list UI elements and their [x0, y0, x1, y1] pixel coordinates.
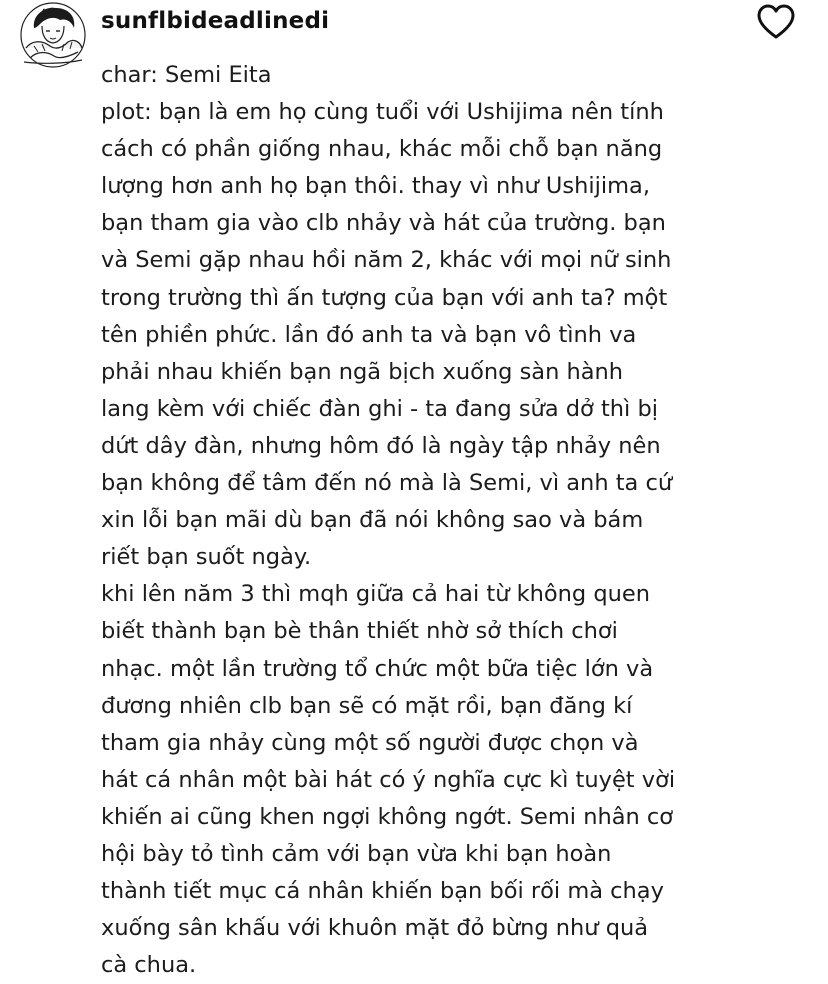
comment-text-line: char: Semi Eita — [101, 62, 272, 88]
comment-text-line: riết bạn suốt ngày. — [101, 544, 312, 571]
comment-text-line: hội bày tỏ tình cảm với bạn vừa khi bạn hoàn — [101, 840, 612, 867]
comment-text-line: phải nhau khiến bạn ngã bịch xuống sàn hành — [101, 358, 624, 385]
comment-text-line: dứt dây đàn, nhưng hôm đó là ngày tập nhảy nên — [101, 432, 661, 459]
comment-text-line: tham gia nhảy cùng một số người được chọn và — [101, 729, 639, 756]
comment-text — [101, 57, 701, 984]
comment-text-line: biết thành bạn bè thân thiết nhờ sở thích chơi — [101, 618, 618, 645]
avatar-illustration-icon — [20, 2, 86, 68]
heart-outline-icon — [755, 2, 797, 42]
comment-text-line: xuống sân khấu với khuôn mặt đỏ bừng như quả — [101, 915, 649, 942]
like-button[interactable] — [755, 2, 797, 42]
comment-text-line: lang kèm với chiếc đàn ghi - ta đang sửa dở thì bị — [101, 395, 658, 422]
comment-text-line: bạn tham gia vào clb nhảy và hát của trường. bạn — [101, 210, 666, 237]
comment-text-line: nhạc. một lần trường tổ chức một bữa tiệc lớn và — [101, 655, 654, 682]
comment-text-line: cà chua. — [101, 952, 197, 979]
user-avatar[interactable] — [20, 2, 86, 68]
comment-text-line: bạn không để tâm đến nó mà là Semi, vì anh ta cứ — [101, 470, 673, 497]
comment-text-line: đương nhiên clb bạn sẽ có mặt rồi, bạn đăng kí — [101, 692, 633, 719]
comment-text-line: khiến ai cũng khen ngợi không ngớt. Semi nhân cơ — [101, 803, 674, 830]
comment-text-line: thành tiết mục cá nhân khiến bạn bối rối mà chạy — [101, 878, 664, 905]
comment-text-line: trong trường thì ấn tượng của bạn với anh ta? một — [101, 284, 668, 311]
comment-text-line: cách có phần giống nhau, khác mỗi chỗ bạn năng — [101, 136, 663, 163]
comment-text-line: lượng hơn anh họ bạn thôi. thay vì như Ushijima, — [101, 173, 650, 200]
comment-text-line: tên phiền phức. lần đó anh ta và bạn vô tình va — [101, 321, 637, 348]
comment-text-line: xin lỗi bạn mãi dù bạn đã nói không sao và bám — [101, 507, 644, 534]
comment-username[interactable]: sunflbideadlinedi — [101, 8, 330, 34]
comment-text-line: hát cá nhân một bài hát có ý nghĩa cực kì tuyệt vời — [101, 766, 676, 793]
comment-text-line: khi lên năm 3 thì mqh giữa cả hai từ không quen — [101, 581, 651, 608]
comment-text-line: plot: bạn là em họ cùng tuổi với Ushijima nên tính — [101, 99, 664, 126]
comment-text-line: và Semi gặp nhau hồi năm 2, khác với mọi nữ sinh — [101, 247, 672, 274]
